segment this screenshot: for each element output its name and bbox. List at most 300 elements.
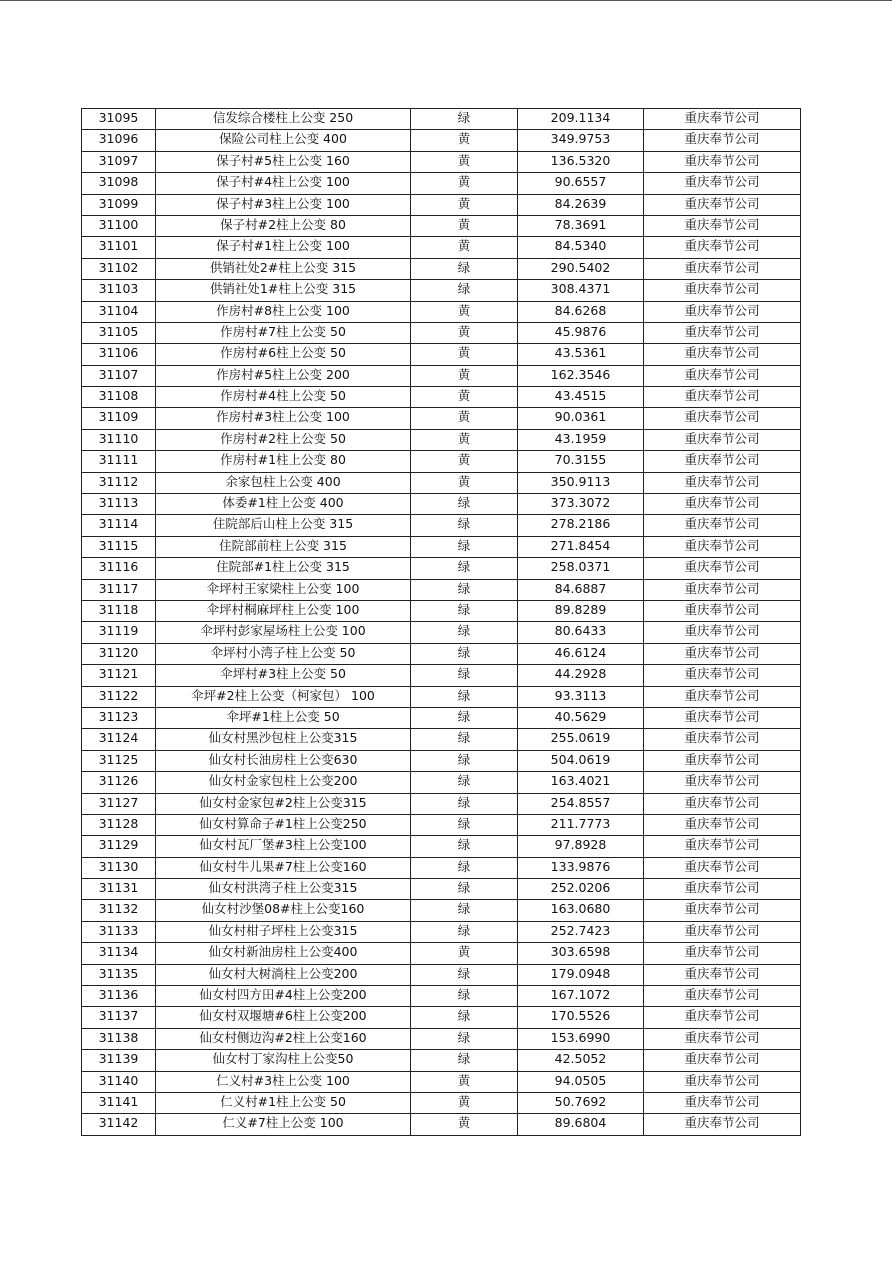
cell-id-text: 31117 — [98, 580, 139, 596]
cell-value-text: 50.7692 — [554, 1093, 607, 1109]
table-row — [82, 579, 801, 600]
cell-id — [82, 1050, 156, 1071]
cell-id-text: 31134 — [98, 944, 139, 960]
cell-company — [644, 408, 801, 429]
cell-transformer-name-text: 伞坪村桐麻坪柱上公变 100 — [206, 601, 360, 617]
cell-id — [82, 1114, 156, 1135]
cell-company — [644, 215, 801, 236]
cell-status-color — [411, 879, 518, 900]
cell-transformer-name — [156, 194, 411, 215]
cell-transformer-name — [156, 258, 411, 279]
cell-id-text: 31111 — [98, 452, 139, 468]
cell-status-color-text: 绿 — [457, 751, 471, 767]
cell-transformer-name-text: 信发综合楼柱上公变 250 — [212, 110, 354, 125]
table-row — [82, 750, 801, 771]
cell-id — [82, 451, 156, 472]
cell-id-text: 31131 — [98, 880, 139, 896]
cell-transformer-name-text: 保子村#4柱上公变 100 — [216, 174, 350, 190]
cell-company-text: 重庆奉节公司 — [684, 495, 760, 511]
cell-id-text: 31137 — [98, 1008, 139, 1024]
cell-value — [518, 322, 644, 343]
cell-company — [644, 793, 801, 814]
cell-transformer-name-text: 供销社处2#柱上公变 315 — [209, 259, 357, 275]
cell-id — [82, 986, 156, 1007]
cell-transformer-name-text: 作房村#1柱上公变 80 — [220, 452, 346, 468]
cell-id — [82, 921, 156, 942]
cell-company — [644, 665, 801, 686]
table-row — [82, 194, 801, 215]
cell-company — [644, 986, 801, 1007]
cell-transformer-name — [156, 365, 411, 386]
cell-company-text: 重庆奉节公司 — [684, 730, 760, 746]
cell-status-color-text: 绿 — [457, 281, 471, 297]
cell-transformer-name-text: 保子村#2柱上公变 80 — [220, 216, 346, 232]
cell-transformer-name — [156, 237, 411, 258]
cell-value — [518, 494, 644, 515]
cell-status-color — [411, 322, 518, 343]
cell-value-text: 78.3691 — [554, 216, 607, 232]
cell-id — [82, 1092, 156, 1113]
cell-transformer-name — [156, 622, 411, 643]
cell-value — [518, 1007, 644, 1028]
cell-transformer-name — [156, 772, 411, 793]
table-row — [82, 472, 801, 493]
cell-status-color-text: 绿 — [457, 110, 471, 125]
table-row — [82, 686, 801, 707]
cell-company — [644, 600, 801, 621]
page-top-border — [0, 0, 892, 1]
table-row — [82, 536, 801, 557]
cell-id — [82, 772, 156, 793]
cell-id — [82, 494, 156, 515]
cell-value-text: 45.9876 — [554, 323, 607, 339]
cell-id-text: 31097 — [98, 152, 139, 168]
cell-transformer-name-text: 仙女村金家包#2柱上公变315 — [199, 794, 367, 810]
cell-id-text: 31104 — [98, 302, 139, 318]
cell-id-text: 31113 — [98, 495, 139, 511]
table-row — [82, 322, 801, 343]
table-row — [82, 429, 801, 450]
cell-value-text: 179.0948 — [550, 965, 611, 981]
cell-status-color-text: 黄 — [457, 323, 471, 339]
cell-value — [518, 921, 644, 942]
cell-id — [82, 836, 156, 857]
cell-status-color — [411, 814, 518, 835]
cell-status-color-text: 黄 — [457, 1093, 471, 1109]
table-row — [82, 707, 801, 728]
cell-company — [644, 322, 801, 343]
cell-id — [82, 515, 156, 536]
cell-id-text: 31128 — [98, 815, 139, 831]
cell-company — [644, 387, 801, 408]
cell-value-text: 255.0619 — [550, 730, 611, 746]
cell-value — [518, 387, 644, 408]
cell-id-text: 31120 — [98, 644, 139, 660]
cell-company — [644, 280, 801, 301]
cell-value-text: 90.6557 — [554, 174, 607, 190]
cell-id — [82, 1007, 156, 1028]
cell-status-color — [411, 964, 518, 985]
table-row — [82, 1007, 801, 1028]
cell-id — [82, 558, 156, 579]
cell-id — [82, 344, 156, 365]
cell-transformer-name-text: 体委#1柱上公变 400 — [222, 495, 344, 511]
cell-status-color — [411, 258, 518, 279]
cell-company — [644, 622, 801, 643]
cell-value — [518, 558, 644, 579]
cell-company-text: 重庆奉节公司 — [684, 559, 760, 575]
cell-status-color-text: 黄 — [457, 944, 471, 960]
cell-id — [82, 600, 156, 621]
cell-status-color — [411, 1092, 518, 1113]
cell-value-text: 43.1959 — [554, 430, 607, 446]
cell-transformer-name-text: 余家包柱上公变 400 — [225, 473, 341, 489]
cell-id — [82, 194, 156, 215]
table-row — [82, 451, 801, 472]
cell-transformer-name — [156, 408, 411, 429]
cell-company-text: 重庆奉节公司 — [684, 837, 760, 853]
table-row — [82, 237, 801, 258]
cell-transformer-name — [156, 814, 411, 835]
cell-status-color — [411, 750, 518, 771]
cell-id-text: 31138 — [98, 1029, 139, 1045]
cell-id-text: 31127 — [98, 794, 139, 810]
cell-status-color-text: 绿 — [457, 858, 471, 874]
cell-status-color — [411, 836, 518, 857]
cell-value-text: 162.3546 — [550, 366, 611, 382]
cell-company-text: 重庆奉节公司 — [684, 281, 760, 297]
cell-status-color — [411, 729, 518, 750]
cell-value-text: 209.1134 — [550, 110, 611, 125]
cell-value-text: 46.6124 — [554, 644, 607, 660]
cell-value — [518, 215, 644, 236]
cell-status-color — [411, 429, 518, 450]
cell-id — [82, 1028, 156, 1049]
cell-transformer-name — [156, 900, 411, 921]
cell-status-color — [411, 536, 518, 557]
cell-id-text: 31139 — [98, 1051, 139, 1067]
cell-company-text: 重庆奉节公司 — [684, 880, 760, 896]
cell-status-color — [411, 857, 518, 878]
cell-company — [644, 472, 801, 493]
cell-status-color — [411, 707, 518, 728]
table-row — [82, 943, 801, 964]
cell-value — [518, 408, 644, 429]
cell-status-color — [411, 772, 518, 793]
cell-company-text: 重庆奉节公司 — [684, 195, 760, 211]
cell-company — [644, 451, 801, 472]
cell-status-color — [411, 793, 518, 814]
cell-company-text: 重庆奉节公司 — [684, 901, 760, 917]
cell-company-text: 重庆奉节公司 — [684, 1051, 760, 1067]
table-row — [82, 793, 801, 814]
cell-id — [82, 857, 156, 878]
cell-company-text: 重庆奉节公司 — [684, 216, 760, 232]
cell-value-text: 258.0371 — [550, 559, 611, 575]
cell-value-text: 163.0680 — [550, 901, 611, 917]
cell-status-color-text: 黄 — [457, 302, 471, 318]
cell-id-text: 31121 — [98, 666, 139, 682]
cell-status-color-text: 绿 — [457, 666, 471, 682]
cell-transformer-name — [156, 151, 411, 172]
cell-status-color — [411, 451, 518, 472]
cell-transformer-name-text: 作房村#8柱上公变 100 — [216, 302, 350, 318]
cell-status-color-text: 绿 — [457, 901, 471, 917]
cell-company-text: 重庆奉节公司 — [684, 965, 760, 981]
cell-value — [518, 750, 644, 771]
cell-company — [644, 301, 801, 322]
cell-company — [644, 515, 801, 536]
table-row — [82, 857, 801, 878]
cell-id — [82, 879, 156, 900]
cell-id — [82, 793, 156, 814]
cell-value — [518, 793, 644, 814]
cell-transformer-name-text: 仙女村柑子坪柱上公变315 — [208, 922, 358, 938]
cell-value — [518, 365, 644, 386]
cell-transformer-name-text: 仙女村大树淌柱上公变200 — [208, 965, 358, 981]
cell-value — [518, 237, 644, 258]
cell-company — [644, 579, 801, 600]
cell-status-color-text: 黄 — [457, 131, 471, 147]
cell-transformer-name-text: 仙女村长油房柱上公变630 — [208, 751, 358, 767]
table-row — [82, 1071, 801, 1092]
cell-value — [518, 686, 644, 707]
cell-transformer-name — [156, 836, 411, 857]
cell-id — [82, 429, 156, 450]
table-row — [82, 109, 801, 130]
cell-transformer-name-text: 保子村#1柱上公变 100 — [216, 238, 350, 254]
cell-company-text: 重庆奉节公司 — [684, 644, 760, 660]
cell-status-color-text: 黄 — [457, 388, 471, 404]
cell-status-color — [411, 387, 518, 408]
cell-transformer-name-text: 作房村#7柱上公变 50 — [220, 323, 346, 339]
cell-company — [644, 1114, 801, 1135]
cell-value — [518, 857, 644, 878]
cell-status-color — [411, 622, 518, 643]
cell-company — [644, 814, 801, 835]
cell-value — [518, 344, 644, 365]
cell-id — [82, 686, 156, 707]
cell-status-color — [411, 515, 518, 536]
cell-value — [518, 280, 644, 301]
cell-company-text: 重庆奉节公司 — [684, 302, 760, 318]
cell-id — [82, 130, 156, 151]
cell-id — [82, 151, 156, 172]
cell-value-text: 42.5052 — [554, 1051, 607, 1067]
cell-value-text: 89.6804 — [554, 1115, 607, 1131]
cell-value — [518, 258, 644, 279]
cell-status-color-text: 绿 — [457, 922, 471, 938]
cell-id-text: 31098 — [98, 174, 139, 190]
cell-transformer-name-text: 仙女村新油房柱上公变400 — [208, 944, 358, 960]
cell-value — [518, 772, 644, 793]
cell-id — [82, 387, 156, 408]
cell-transformer-name — [156, 729, 411, 750]
cell-company-text: 重庆奉节公司 — [684, 259, 760, 275]
table-row — [82, 600, 801, 621]
cell-company-text: 重庆奉节公司 — [684, 858, 760, 874]
cell-company — [644, 109, 801, 130]
cell-value — [518, 194, 644, 215]
cell-transformer-name — [156, 665, 411, 686]
cell-company — [644, 365, 801, 386]
cell-value-text: 163.4021 — [550, 773, 611, 789]
cell-status-color-text: 黄 — [457, 1072, 471, 1088]
cell-company — [644, 173, 801, 194]
cell-status-color-text: 绿 — [457, 687, 471, 703]
cell-company — [644, 921, 801, 942]
cell-value — [518, 986, 644, 1007]
cell-company — [644, 1092, 801, 1113]
cell-value-text: 80.6433 — [554, 623, 607, 639]
cell-value-text: 93.3113 — [554, 687, 607, 703]
cell-status-color — [411, 921, 518, 942]
cell-company-text: 重庆奉节公司 — [684, 944, 760, 960]
cell-value — [518, 707, 644, 728]
cell-status-color-text: 绿 — [457, 1029, 471, 1045]
cell-value — [518, 536, 644, 557]
cell-status-color — [411, 151, 518, 172]
cell-transformer-name-text: 伞坪#2柱上公变（柯家包） 100 — [191, 687, 375, 703]
cell-status-color-text: 黄 — [457, 473, 471, 489]
cell-status-color-text: 绿 — [457, 1051, 471, 1067]
cell-value — [518, 1092, 644, 1113]
cell-company-text: 重庆奉节公司 — [684, 131, 760, 147]
cell-id-text: 31100 — [98, 216, 139, 232]
table-row — [82, 365, 801, 386]
cell-company-text: 重庆奉节公司 — [684, 516, 760, 532]
cell-transformer-name — [156, 1007, 411, 1028]
cell-id — [82, 365, 156, 386]
cell-status-color-text: 绿 — [457, 773, 471, 789]
cell-transformer-name-text: 仁义#7柱上公变 100 — [222, 1115, 344, 1131]
cell-id — [82, 750, 156, 771]
cell-company — [644, 879, 801, 900]
cell-transformer-name — [156, 130, 411, 151]
table-row — [82, 301, 801, 322]
cell-status-color-text: 绿 — [457, 1008, 471, 1024]
cell-status-color — [411, 943, 518, 964]
table-row — [82, 622, 801, 643]
cell-id-text: 31114 — [98, 516, 139, 532]
cell-transformer-name-text: 伞坪村小湾子柱上公变 50 — [210, 644, 356, 660]
cell-status-color — [411, 665, 518, 686]
cell-transformer-name-text: 仙女村四方田#4柱上公变200 — [199, 987, 367, 1003]
cell-company-text: 重庆奉节公司 — [684, 922, 760, 938]
cell-company — [644, 943, 801, 964]
cell-transformer-name — [156, 301, 411, 322]
cell-status-color — [411, 1114, 518, 1135]
cell-value — [518, 130, 644, 151]
cell-company — [644, 494, 801, 515]
cell-value-text: 133.9876 — [550, 858, 611, 874]
cell-company-text: 重庆奉节公司 — [684, 388, 760, 404]
cell-transformer-name — [156, 1114, 411, 1135]
cell-company-text: 重庆奉节公司 — [684, 174, 760, 190]
cell-company — [644, 558, 801, 579]
cell-value — [518, 1028, 644, 1049]
cell-company — [644, 729, 801, 750]
cell-value — [518, 643, 644, 664]
cell-transformer-name — [156, 579, 411, 600]
cell-status-color-text: 绿 — [457, 644, 471, 660]
cell-company-text: 重庆奉节公司 — [684, 409, 760, 425]
cell-status-color-text: 绿 — [457, 965, 471, 981]
cell-value — [518, 109, 644, 130]
cell-transformer-name-text: 仙女村黑沙包柱上公变315 — [208, 730, 358, 746]
cell-value-text: 211.7773 — [550, 815, 611, 831]
cell-value-text: 349.9753 — [550, 131, 611, 147]
cell-value — [518, 900, 644, 921]
table-row — [82, 558, 801, 579]
cell-transformer-name — [156, 943, 411, 964]
cell-id-text: 31118 — [98, 601, 139, 617]
cell-transformer-name — [156, 793, 411, 814]
cell-status-color-text: 绿 — [457, 623, 471, 639]
table-row — [82, 665, 801, 686]
cell-company-text: 重庆奉节公司 — [684, 708, 760, 724]
cell-transformer-name — [156, 879, 411, 900]
cell-company — [644, 964, 801, 985]
cell-company-text: 重庆奉节公司 — [684, 623, 760, 639]
cell-id-text: 31102 — [98, 259, 139, 275]
cell-transformer-name — [156, 494, 411, 515]
cell-value-text: 252.0206 — [550, 880, 611, 896]
cell-company — [644, 900, 801, 921]
cell-status-color-text: 绿 — [457, 495, 471, 511]
table-row — [82, 814, 801, 835]
cell-id-text: 31103 — [98, 281, 139, 297]
cell-transformer-name-text: 仙女村洪湾子柱上公变315 — [208, 880, 358, 896]
cell-company-text: 重庆奉节公司 — [684, 152, 760, 168]
cell-value-text: 290.5402 — [550, 259, 611, 275]
cell-transformer-name-text: 伞坪村王家梁柱上公变 100 — [206, 580, 360, 596]
cell-value — [518, 472, 644, 493]
cell-transformer-name — [156, 686, 411, 707]
cell-value — [518, 151, 644, 172]
cell-id — [82, 579, 156, 600]
table-row — [82, 280, 801, 301]
cell-value — [518, 579, 644, 600]
cell-id-text: 31109 — [98, 409, 139, 425]
cell-transformer-name — [156, 1028, 411, 1049]
cell-transformer-name — [156, 215, 411, 236]
cell-status-color-text: 绿 — [457, 580, 471, 596]
cell-company — [644, 750, 801, 771]
cell-transformer-name-text: 作房村#2柱上公变 50 — [220, 430, 346, 446]
cell-value-text: 84.6268 — [554, 302, 607, 318]
cell-value-text: 136.5320 — [550, 152, 611, 168]
cell-transformer-name-text: 仙女村侧边沟#2柱上公变160 — [199, 1029, 367, 1045]
cell-status-color — [411, 600, 518, 621]
cell-status-color — [411, 558, 518, 579]
table-row — [82, 729, 801, 750]
cell-value-text: 84.2639 — [554, 195, 607, 211]
cell-status-color — [411, 194, 518, 215]
cell-company — [644, 1007, 801, 1028]
cell-transformer-name — [156, 472, 411, 493]
cell-id — [82, 280, 156, 301]
cell-status-color-text: 绿 — [457, 880, 471, 896]
table-row — [82, 130, 801, 151]
table-row — [82, 344, 801, 365]
cell-status-color — [411, 237, 518, 258]
cell-status-color-text: 绿 — [457, 794, 471, 810]
cell-value — [518, 814, 644, 835]
cell-transformer-name — [156, 173, 411, 194]
cell-value — [518, 943, 644, 964]
cell-company — [644, 258, 801, 279]
